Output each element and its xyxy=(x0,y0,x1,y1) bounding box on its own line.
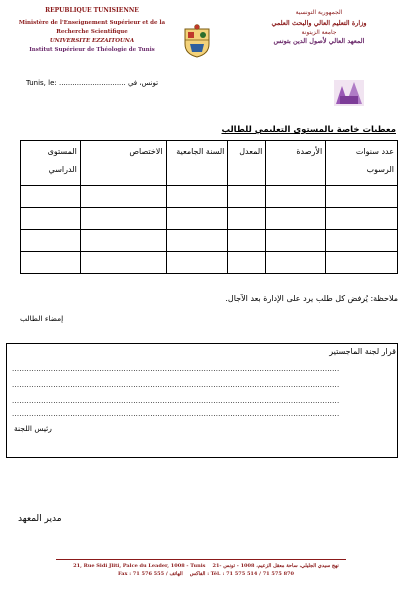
col-header: المعدل xyxy=(228,141,266,186)
footer-phone: الهاتف : Tél. : 71 575 514 / 71 575 870 xyxy=(169,571,295,577)
country-fr: REPUBLIQUE TUNISIENNE xyxy=(45,7,139,14)
dotted-line[interactable]: ....................................................................................................................................... xyxy=(12,397,340,405)
date-line: Tunis, le: .............................. تونس، في xyxy=(26,79,159,87)
footer-address-ar: 21- نهج سيدي الجليلي، ساحة معقل الزعيم، 1008 - تونس xyxy=(212,563,339,569)
table-cell[interactable] xyxy=(21,208,81,230)
col-header: عدد سنوات الرسوب xyxy=(326,141,398,186)
footer-line-1 xyxy=(20,562,392,570)
academic-level-table xyxy=(20,140,398,274)
committee-decision-title: قرار لجنة الماجستير xyxy=(329,347,396,356)
table-cell[interactable] xyxy=(21,252,81,274)
table-cell[interactable] xyxy=(228,252,266,274)
table-row xyxy=(21,208,398,230)
header-arabic-block xyxy=(244,8,394,46)
table-cell[interactable] xyxy=(228,230,266,252)
table-header-row xyxy=(21,141,398,186)
institute-ar: المعهد العالي لأصول الدين بتونس xyxy=(273,37,365,45)
table-cell[interactable] xyxy=(166,230,228,252)
table-cell[interactable] xyxy=(80,208,166,230)
table-row xyxy=(21,186,398,208)
university-ar: جامعة الزيتونة xyxy=(301,29,337,36)
col-header: الاختصاص xyxy=(80,141,166,186)
table-row xyxy=(21,252,398,274)
deadline-note: ملاحظة: يُرفض كل طلب يرد على الإدارة بعد الآجال. xyxy=(225,294,398,303)
table-cell[interactable] xyxy=(21,230,81,252)
tunisia-emblem-icon xyxy=(182,24,212,58)
table-cell[interactable] xyxy=(266,230,326,252)
ministry-fr-line2: Recherche Scientifique xyxy=(56,29,128,35)
dotted-line[interactable]: ....................................................................................................................................... xyxy=(12,381,340,389)
table-cell[interactable] xyxy=(80,252,166,274)
footer-address-fr: 21, Rue Sidi Jliti, Palce du Leader, 1008 - Tunis xyxy=(73,563,206,569)
table-cell[interactable] xyxy=(266,252,326,274)
ministry-ar: وزارة التعليم العالي والبحث العلمي xyxy=(271,19,367,27)
table-cell[interactable] xyxy=(228,208,266,230)
institute-logo-icon xyxy=(332,78,366,108)
table-cell[interactable] xyxy=(326,230,398,252)
table-cell[interactable] xyxy=(326,186,398,208)
ministry-fr-line1: Ministère de l'Enseignement Supérieur et de la xyxy=(18,20,166,26)
table-cell[interactable] xyxy=(228,186,266,208)
dotted-line[interactable]: ....................................................................................................................................... xyxy=(12,410,340,418)
table-cell[interactable] xyxy=(166,186,228,208)
university-fr: UNIVERSITE EZZAITOUNA xyxy=(49,38,135,44)
table-cell[interactable] xyxy=(266,208,326,230)
section-title: معطيات خاصة بالمستوى التعليمي للطالب xyxy=(221,125,396,135)
table-cell[interactable] xyxy=(80,230,166,252)
table-row xyxy=(21,230,398,252)
table-cell[interactable] xyxy=(166,208,228,230)
footer-fax: Fax : 71 576 555 / الفاكس xyxy=(117,571,206,577)
footer-divider xyxy=(56,559,346,560)
country-ar: الجمهورية التونسية xyxy=(295,9,343,16)
col-header: السنة الجامعية xyxy=(166,141,228,186)
footer-line-2 xyxy=(20,570,392,578)
student-signature-label: إمضاء الطالب xyxy=(20,314,64,323)
table-cell[interactable] xyxy=(166,252,228,274)
col-header: الأرصدة xyxy=(266,141,326,186)
header-french-block xyxy=(18,6,166,55)
table-cell[interactable] xyxy=(266,186,326,208)
table-cell[interactable] xyxy=(80,186,166,208)
table-cell[interactable] xyxy=(326,208,398,230)
table-cell[interactable] xyxy=(326,252,398,274)
table-cell[interactable] xyxy=(21,186,81,208)
institute-fr: Institut Supérieur de Théologie de Tunis xyxy=(29,47,155,53)
footer-address xyxy=(20,562,392,578)
committee-head-label: رئيس اللجنة xyxy=(14,424,52,433)
col-header: المستوى الدراسي xyxy=(21,141,81,186)
dotted-line[interactable]: ....................................................................................................................................... xyxy=(12,365,340,373)
director-label: مدير المعهد xyxy=(18,514,62,524)
